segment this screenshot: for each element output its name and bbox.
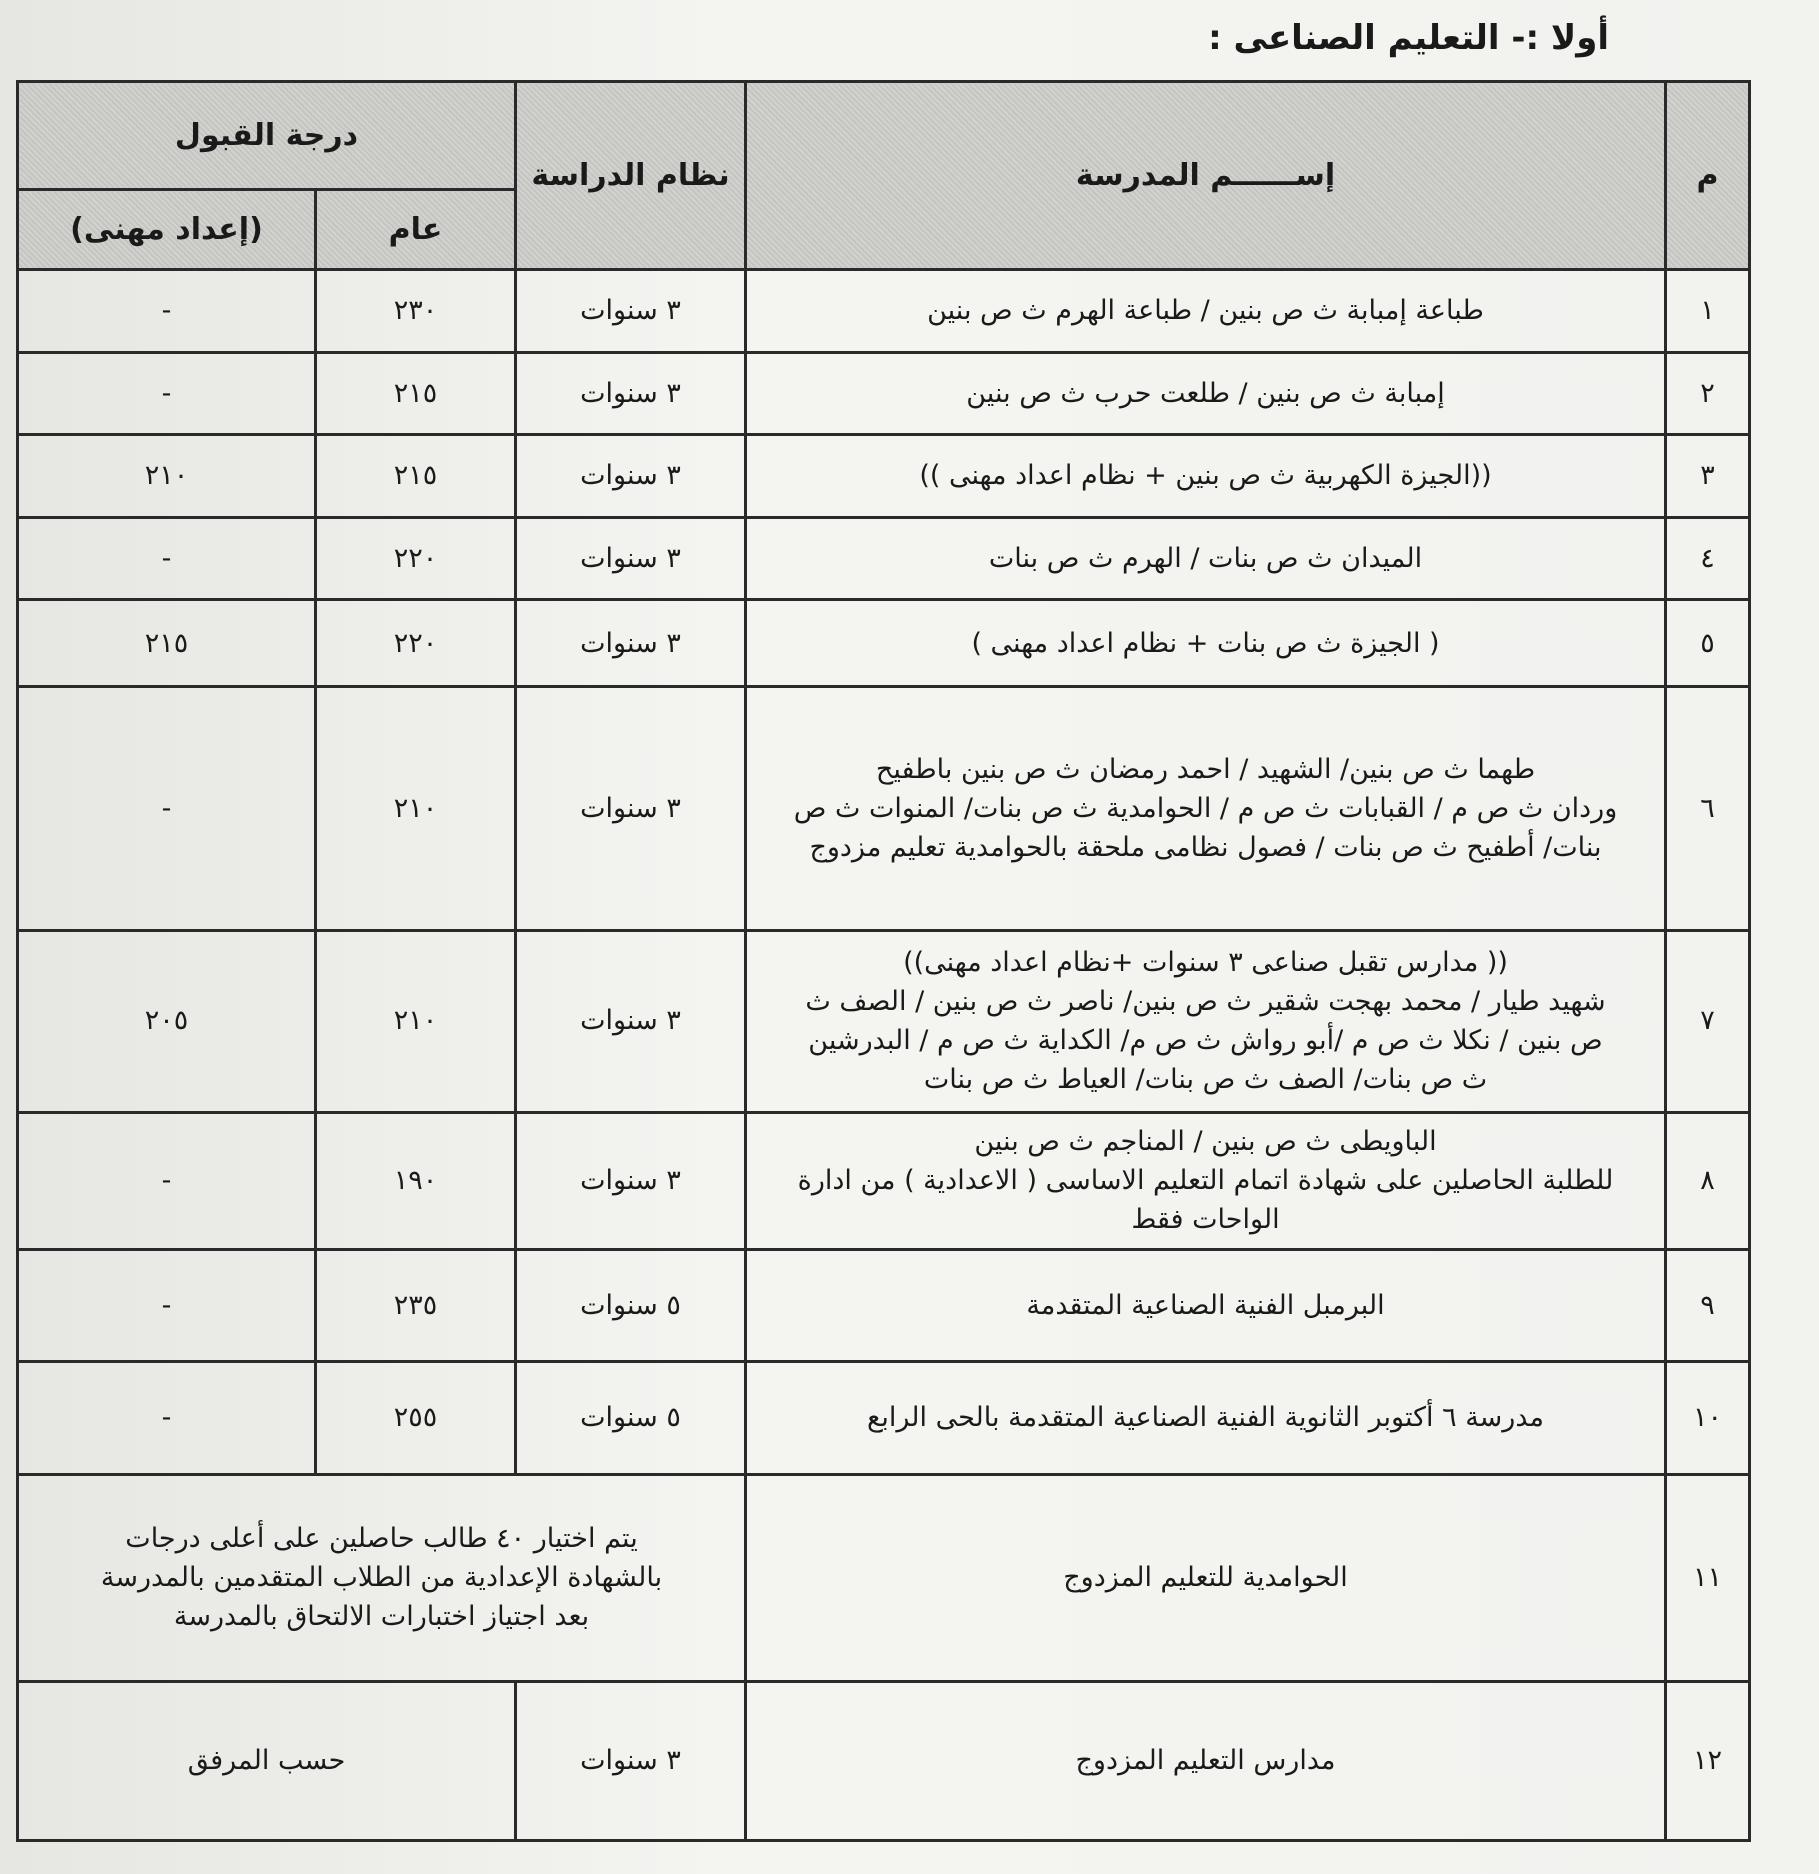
study-system: ٣ سنوات — [516, 1112, 746, 1250]
section-heading: أولا :- التعليم الصناعى : — [1208, 18, 1609, 58]
study-system: ٣ سنوات — [516, 517, 746, 600]
vocational-degree: - — [18, 352, 316, 435]
study-system: ٣ سنوات — [516, 930, 746, 1112]
vocational-degree: - — [18, 687, 316, 930]
table-row — [18, 1250, 1750, 1362]
row-number: ٧ — [1666, 930, 1750, 1112]
school-name-line: الواحات فقط — [1131, 1204, 1280, 1236]
degree-note: حسب المرفق — [18, 1682, 516, 1841]
study-system: ٣ سنوات — [516, 687, 746, 930]
school-name — [746, 1112, 1666, 1250]
selection-note-line: بعد اجتياز اختبارات الالتحاق بالمدرسة — [173, 1601, 590, 1633]
table-row — [18, 435, 1750, 518]
row-number: ١١ — [1666, 1474, 1750, 1681]
study-system: ٥ سنوات — [516, 1250, 746, 1362]
general-degree: ٢١٠ — [316, 930, 516, 1112]
header-study-system: نظام الدراسة — [516, 82, 746, 270]
school-name: طباعة إمبابة ث ص بنين / طباعة الهرم ث ص بنين — [746, 270, 1666, 353]
study-system: ٥ سنوات — [516, 1362, 746, 1474]
general-degree: ١٩٠ — [316, 1112, 516, 1250]
table-row — [18, 1474, 1750, 1681]
general-degree: ٢٣٥ — [316, 1250, 516, 1362]
vocational-degree: - — [18, 1250, 316, 1362]
school-name-line: شهيد طيار / محمد بهجت شقير ث ص بنين/ ناصر ث ص بنين / الصف ث — [805, 985, 1606, 1017]
general-degree: ٢٢٠ — [316, 600, 516, 687]
row-number: ٤ — [1666, 517, 1750, 600]
vocational-degree: - — [18, 1362, 316, 1474]
header-general: عام — [316, 190, 516, 270]
general-degree: ٢٣٠ — [316, 270, 516, 353]
table-row — [18, 1682, 1750, 1841]
table-row — [18, 352, 1750, 435]
school-name-line: الباويطى ث ص بنين / المناجم ث ص بنين — [974, 1126, 1437, 1158]
vocational-degree: - — [18, 270, 316, 353]
school-name: مدرسة ٦ أكتوبر الثانوية الفنية الصناعية المتقدمة بالحى الرابع — [746, 1362, 1666, 1474]
table-row — [18, 600, 1750, 687]
general-degree: ٢١٥ — [316, 352, 516, 435]
vocational-degree: ٢٠٥ — [18, 930, 316, 1112]
selection-note-line: بالشهادة الإعدادية من الطلاب المتقدمين بالمدرسة — [100, 1562, 663, 1594]
study-system: ٣ سنوات — [516, 435, 746, 518]
study-system: ٣ سنوات — [516, 352, 746, 435]
table-row — [18, 517, 1750, 600]
school-name-line: بنات/ أطفيح ث ص بنات / فصول نظامى ملحقة بالحوامدية تعليم مزدوج — [809, 831, 1602, 863]
school-name-line: ث ص بنات/ الصف ث ص بنات/ العياط ث ص بنات — [923, 1064, 1488, 1096]
table-row — [18, 687, 1750, 930]
admission-table — [16, 80, 1751, 1842]
school-name — [746, 687, 1666, 930]
general-degree: ٢٢٠ — [316, 517, 516, 600]
study-system: ٣ سنوات — [516, 270, 746, 353]
row-number: ١٠ — [1666, 1362, 1750, 1474]
vocational-degree: - — [18, 517, 316, 600]
vocational-degree: ٢١٠ — [18, 435, 316, 518]
table-row — [18, 1112, 1750, 1250]
table-row — [18, 930, 1750, 1112]
header-school-name: إســــــم المدرسة — [746, 82, 1666, 270]
school-name: مدارس التعليم المزدوج — [746, 1682, 1666, 1841]
study-system: ٣ سنوات — [516, 600, 746, 687]
row-number: ٨ — [1666, 1112, 1750, 1250]
school-name: إمبابة ث ص بنين / طلعت حرب ث ص بنين — [746, 352, 1666, 435]
school-name: ( الجيزة ث ص بنات + نظام اعداد مهنى ) — [746, 600, 1666, 687]
school-name — [746, 930, 1666, 1112]
header-index: م — [1666, 82, 1750, 270]
school-name-line: (( مدارس تقبل صناعى ٣ سنوات +نظام اعداد مهنى)) — [903, 946, 1508, 978]
selection-note — [18, 1474, 746, 1681]
school-name-line: ص بنين / نكلا ث ص م /أبو رواش ث ص م/ الكداية ث ص م / البدرشين — [808, 1025, 1603, 1057]
general-degree: ٢١٥ — [316, 435, 516, 518]
row-number: ١٢ — [1666, 1682, 1750, 1841]
vocational-degree: ٢١٥ — [18, 600, 316, 687]
school-name-line: وردان ث ص م / القبابات ث ص م / الحوامدية ث ص بنات/ المنوات ث ص — [793, 792, 1618, 824]
school-name: ((الجيزة الكهربية ث ص بنين + نظام اعداد مهنى )) — [746, 435, 1666, 518]
table-row — [18, 1362, 1750, 1474]
selection-note-line: يتم اختيار ٤٠ طالب حاصلين على أعلى درجات — [125, 1523, 638, 1555]
row-number: ٢ — [1666, 352, 1750, 435]
study-system: ٣ سنوات — [516, 1682, 746, 1841]
general-degree: ٢٥٥ — [316, 1362, 516, 1474]
header-admission-degree: درجة القبول — [18, 82, 516, 190]
school-name: الميدان ث ص بنات / الهرم ث ص بنات — [746, 517, 1666, 600]
row-number: ٣ — [1666, 435, 1750, 518]
header-vocational-prep: (إعداد مهنى) — [18, 190, 316, 270]
row-number: ٩ — [1666, 1250, 1750, 1362]
row-number: ٦ — [1666, 687, 1750, 930]
school-name-line: طهما ث ص بنين/ الشهيد / احمد رمضان ث ص بنين باطفيح — [875, 753, 1536, 785]
school-name: الحوامدية للتعليم المزدوج — [746, 1474, 1666, 1681]
school-name-line: للطلبة الحاصلين على شهادة اتمام التعليم الاساسى ( الاعدادية ) من ادارة — [797, 1165, 1614, 1197]
row-number: ٥ — [1666, 600, 1750, 687]
row-number: ١ — [1666, 270, 1750, 353]
general-degree: ٢١٠ — [316, 687, 516, 930]
vocational-degree: - — [18, 1112, 316, 1250]
school-name: البرمبل الفنية الصناعية المتقدمة — [746, 1250, 1666, 1362]
table-row — [18, 270, 1750, 353]
